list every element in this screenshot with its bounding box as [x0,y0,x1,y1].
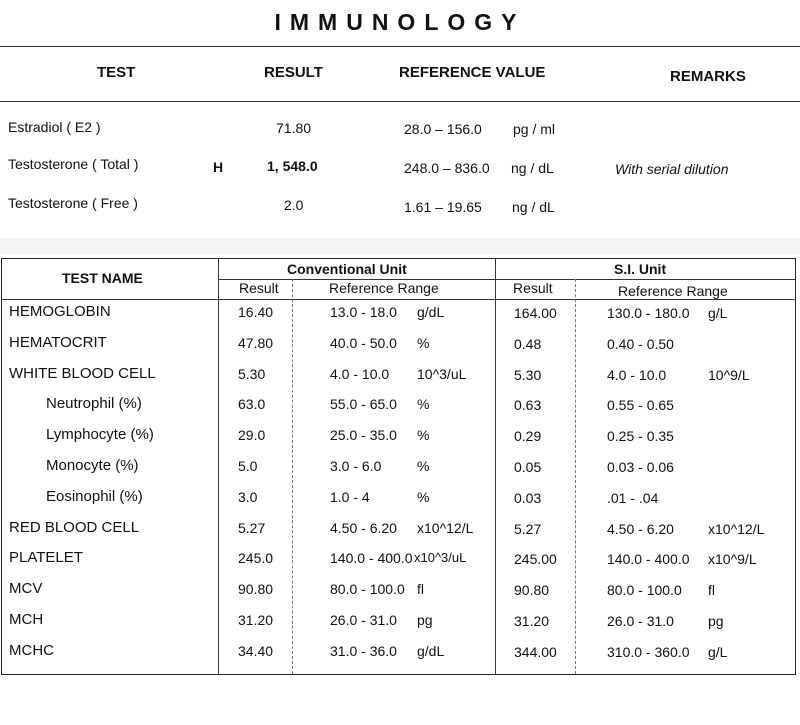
si-result: 5.27 [514,520,542,537]
conv-unit: % [417,396,430,413]
conv-result: 5.27 [238,519,266,536]
si-result: 0.63 [514,397,542,414]
conv-range: 1.0 - 4 [330,488,370,505]
si-range: 310.0 - 360.0 [607,643,690,660]
conv-result: 5.30 [238,365,266,382]
table-row [2,303,796,333]
si-range: 26.0 - 31.0 [607,613,674,629]
si-range: 0.40 - 0.50 [607,335,674,352]
si-range: 4.50 - 6.20 [607,520,674,537]
cbc-table [1,258,796,675]
immuno-unit: ng / dL [512,199,555,215]
conv-result: 3.0 [238,488,258,505]
conv-range: 13.0 - 18.0 [330,304,397,320]
table-row [2,334,796,364]
conv-result: 5.0 [238,458,258,474]
header-test: TEST [97,64,136,81]
test-name: Lymphocyte (%) [46,426,154,444]
conv-unit: % [417,458,430,474]
header-test-name: TEST NAME [62,270,143,286]
section-gap [0,238,800,254]
header-conv-result: Result [239,280,279,296]
si-range: 0.55 - 0.65 [607,397,674,414]
immuno-result: 71.80 [276,120,312,136]
table-row [2,488,796,518]
test-name: WHITE BLOOD CELL [9,364,156,382]
high-flag: H [213,159,224,175]
si-unit: 10^9/L [708,366,750,383]
conv-range: 3.0 - 6.0 [330,458,382,474]
header-conventional-unit: Conventional Unit [287,261,407,277]
conv-result: 29.0 [238,427,266,444]
si-result: 31.20 [514,613,550,629]
si-unit: fl [708,582,715,599]
immuno-unit: pg / ml [513,121,556,137]
immuno-test-name: Testosterone ( Total ) [8,156,139,172]
si-range: .01 - .04 [607,489,659,506]
conv-unit: pg [417,612,433,628]
header-si-result: Result [513,280,553,296]
table-row [2,365,796,395]
immuno-range: 248.0 – 836.0 [404,160,490,176]
conv-unit: % [417,488,430,505]
table-row [2,519,796,549]
si-range: 130.0 - 180.0 [607,305,690,321]
immuno-remarks: With serial dilution [615,161,729,177]
immuno-test-name: Estradiol ( E2 ) [8,119,101,135]
conv-result: 34.40 [238,642,274,659]
si-result: 0.48 [514,335,542,352]
immuno-result: 2.0 [284,197,304,213]
group-header-rule [218,279,796,280]
immuno-unit: ng / dL [511,160,554,176]
conv-unit: fl [417,581,424,598]
table-row [2,395,796,425]
table-row [2,549,796,579]
immuno-test-name: Testosterone ( Free ) [8,195,138,211]
header-bottom-rule [0,101,800,102]
conv-range: 4.0 - 10.0 [330,365,390,382]
conv-result: 16.40 [238,304,274,320]
table-row [2,611,796,641]
test-name: HEMATOCRIT [9,333,107,351]
conv-range: 26.0 - 31.0 [330,612,397,628]
header-conv-reference-range: Reference Range [329,280,439,296]
si-result: 0.03 [514,489,542,506]
conv-unit: % [417,334,430,351]
conv-range: 140.0 - 400.0 [330,550,413,567]
conv-result: 90.80 [238,581,274,598]
si-range: 0.03 - 0.06 [607,459,674,475]
header-result: RESULT [264,64,323,81]
test-name: PLATELET [9,549,83,567]
test-name: Monocyte (%) [46,457,139,474]
test-name: Neutrophil (%) [46,395,142,413]
immuno-result: 1, 548.0 [267,158,318,174]
conv-result: 31.20 [238,612,274,628]
si-result: 0.05 [514,459,542,475]
test-name: MCH [9,611,44,628]
si-unit: g/L [708,305,728,321]
conv-range: 25.0 - 35.0 [330,427,397,444]
header-si-unit: S.I. Unit [614,261,667,277]
si-result: 90.80 [514,582,550,599]
conv-unit: x10^3/uL [414,550,467,566]
si-range: 140.0 - 400.0 [607,551,690,568]
si-result: 5.30 [514,366,542,383]
conv-unit: % [417,427,430,444]
test-name: MCV [9,580,43,598]
header-top-rule [0,46,800,47]
test-name: MCHC [9,641,54,659]
conv-result: 245.0 [238,550,274,567]
si-result: 344.00 [514,643,557,660]
conv-range: 40.0 - 50.0 [330,334,397,351]
conv-range: 80.0 - 100.0 [330,581,405,598]
table-row [2,426,796,456]
header-reference: REFERENCE VALUE [399,64,546,81]
si-unit: pg [708,613,724,629]
si-unit: g/L [708,643,728,660]
test-name: Eosinophil (%) [46,487,143,505]
table-row [2,580,796,610]
conv-unit: 10^3/uL [417,365,467,382]
immuno-range: 1.61 – 19.65 [404,199,482,215]
si-result: 164.00 [514,305,557,321]
conv-unit: x10^12/L [417,519,474,536]
si-unit: x10^12/L [708,520,765,537]
conv-result: 63.0 [238,396,266,413]
si-result: 0.29 [514,428,542,445]
conv-unit: g/dL [417,642,445,659]
si-unit: x10^9/L [708,551,757,568]
conv-range: 31.0 - 36.0 [330,642,397,659]
conv-unit: g/dL [417,304,445,320]
immuno-range: 28.0 – 156.0 [404,121,482,137]
table-row [2,642,796,672]
si-result: 245.00 [514,551,557,568]
header-si-reference-range: Reference Range [618,283,728,299]
test-name: HEMOGLOBIN [9,303,111,320]
si-range: 4.0 - 10.0 [607,366,667,383]
conv-range: 55.0 - 65.0 [330,396,397,413]
header-bottom-rule [2,299,796,300]
header-remarks: REMARKS [670,68,746,85]
test-name: RED BLOOD CELL [9,518,140,536]
conv-range: 4.50 - 6.20 [330,519,397,536]
report-title: IMMUNOLOGY [274,9,526,35]
si-range: 0.25 - 0.35 [607,428,674,445]
table-row [2,457,796,487]
si-range: 80.0 - 100.0 [607,582,682,599]
conv-result: 47.80 [238,334,274,351]
